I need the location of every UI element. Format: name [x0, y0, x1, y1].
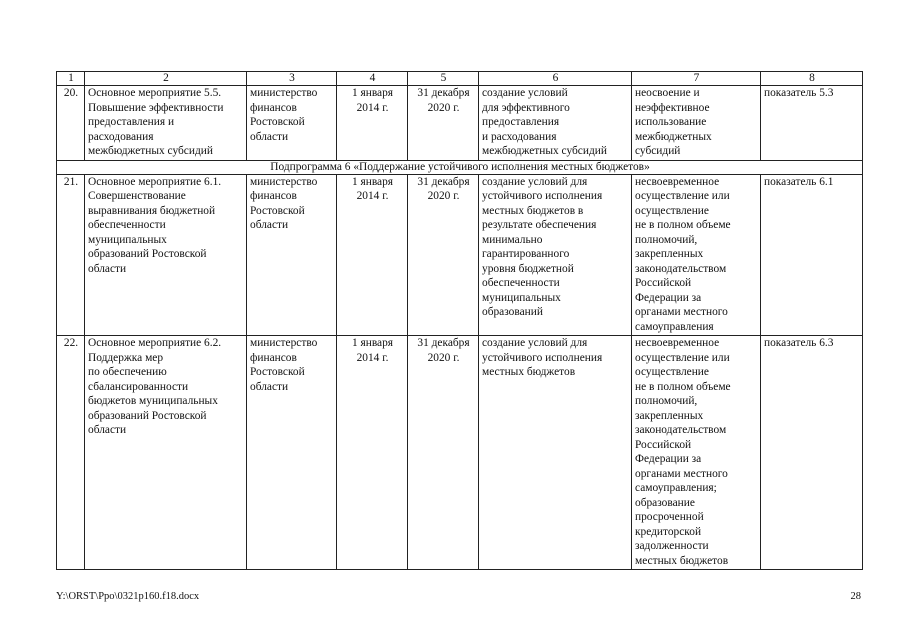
column-number: 2	[85, 72, 247, 86]
end-date: 31 декабря 2020 г.	[408, 174, 479, 336]
executor: министерство финансов Ростовской области	[247, 174, 337, 336]
column-number: 3	[247, 72, 337, 86]
footer-file-path: Y:\ORST\Ppo\0321p160.f18.docx	[56, 591, 200, 602]
start-date: 1 января 2014 г.	[337, 86, 408, 161]
expected-result: создание условий для устойчивого исполнения местных бюджетов	[479, 336, 632, 570]
column-number: 5	[408, 72, 479, 86]
start-date: 1 января 2014 г.	[337, 174, 408, 336]
column-number: 7	[632, 72, 761, 86]
consequences: несвоевременное осуществление или осуществление не в полном объеме полномочий, закрепленных законодательством Российской Федерации за органами местного самоуправления	[632, 174, 761, 336]
table-row	[57, 86, 863, 161]
measures-table	[56, 71, 863, 570]
column-number: 4	[337, 72, 408, 86]
indicator: показатель 6.1	[761, 174, 863, 336]
expected-result: создание условий для эффективного предоставления и расходования межбюджетных субсидий	[479, 86, 632, 161]
consequences: несвоевременное осуществление или осуществление не в полном объеме полномочий, закрепленных законодательством Российской Федерации за органами местного самоуправления; образование просроченной кредиторской задолженности местных бюджетов	[632, 336, 761, 570]
measure-name: Основное мероприятие 6.1. Совершенствование выравнивания бюджетной обеспеченности муниципальных образований Ростовской области	[85, 174, 247, 336]
table-row	[57, 174, 863, 336]
consequences: неосвоение и неэффективное использование межбюджетных субсидий	[632, 86, 761, 161]
expected-result: создание условий для устойчивого исполнения местных бюджетов в результате обеспечения минимально гарантированного уровня бюджетной обеспеченности муниципальных образований	[479, 174, 632, 336]
measure-name: Основное мероприятие 6.2. Поддержка мер по обеспечению сбалансированности бюджетов муниципальных образований Ростовской области	[85, 336, 247, 570]
measure-name: Основное мероприятие 5.5. Повышение эффективности предоставления и расходования межбюджетных субсидий	[85, 86, 247, 161]
end-date: 31 декабря 2020 г.	[408, 336, 479, 570]
subprogram-title: Подпрограмма 6 «Поддержание устойчивого исполнения местных бюджетов»	[57, 160, 863, 174]
row-number: 21.	[57, 174, 85, 336]
column-number: 1	[57, 72, 85, 86]
indicator: показатель 6.3	[761, 336, 863, 570]
executor: министерство финансов Ростовской области	[247, 86, 337, 161]
row-number: 22.	[57, 336, 85, 570]
end-date: 31 декабря 2020 г.	[408, 86, 479, 161]
page-number: 28	[850, 591, 861, 602]
subprogram-row	[57, 160, 863, 174]
column-number: 8	[761, 72, 863, 86]
start-date: 1 января 2014 г.	[337, 336, 408, 570]
column-number-row	[57, 72, 863, 86]
executor: министерство финансов Ростовской области	[247, 336, 337, 570]
table-row	[57, 336, 863, 570]
indicator: показатель 5.3	[761, 86, 863, 161]
column-number: 6	[479, 72, 632, 86]
row-number: 20.	[57, 86, 85, 161]
